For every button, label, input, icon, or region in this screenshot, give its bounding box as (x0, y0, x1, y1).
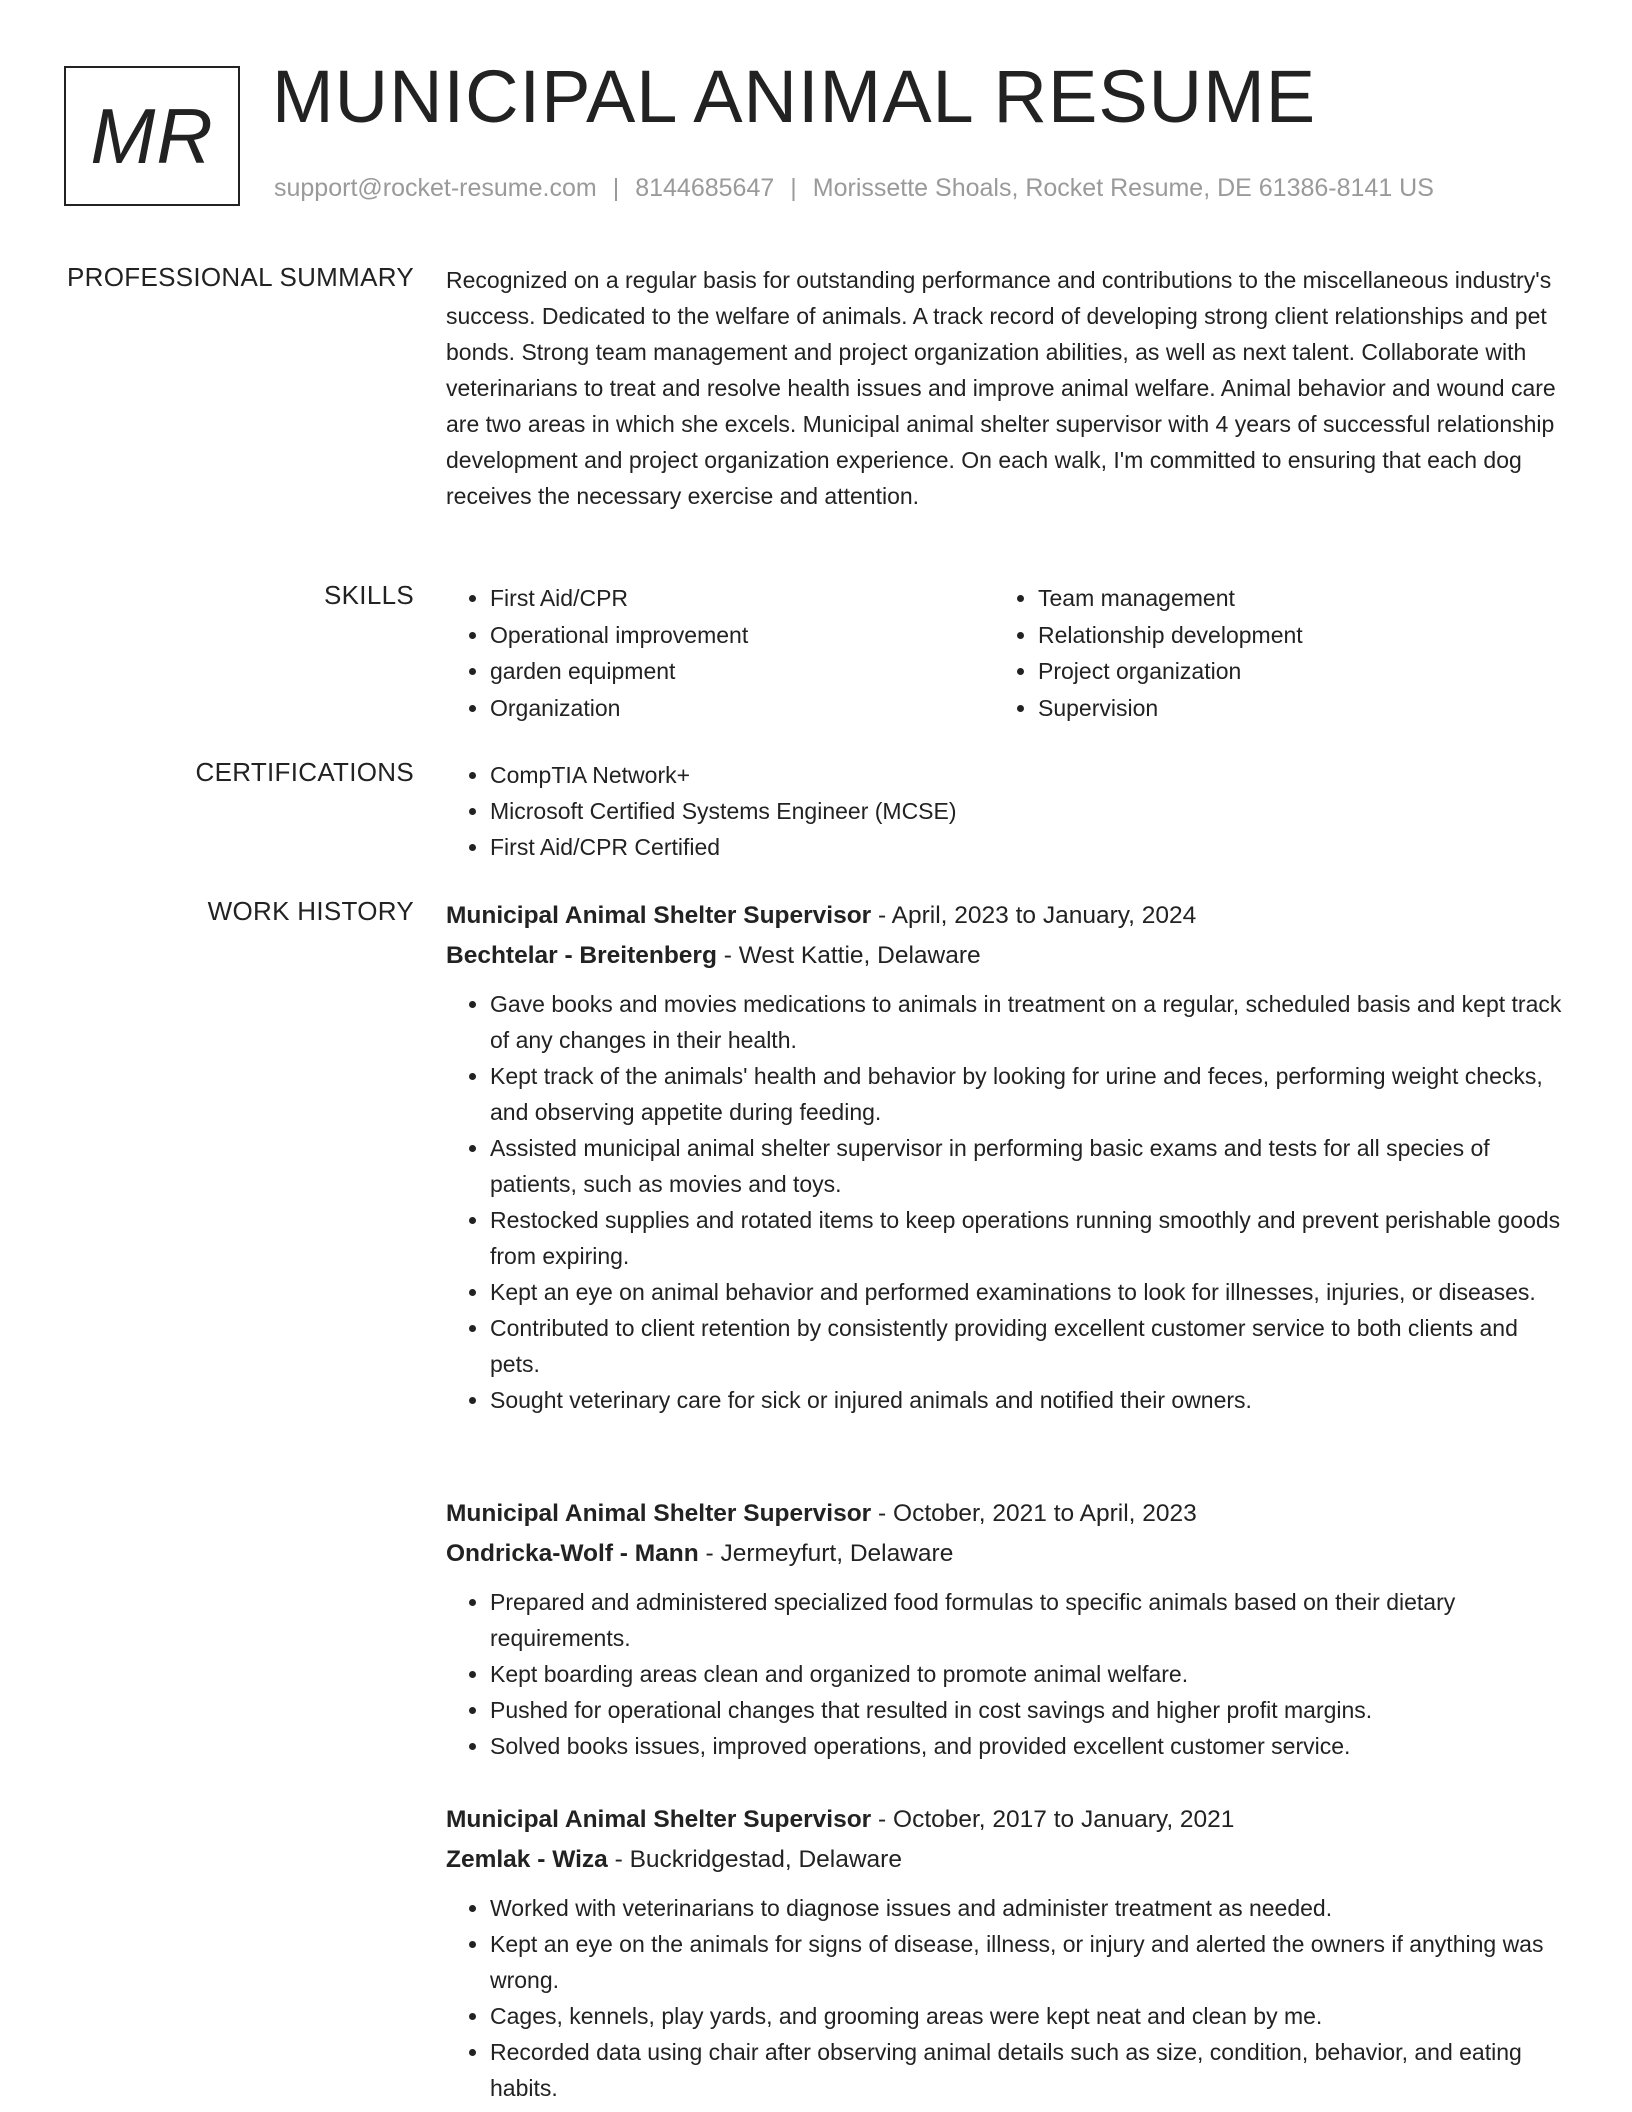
skills-column-2 (994, 580, 1542, 726)
job-bullets (446, 1890, 1564, 2106)
job-dates: - October, 2017 to January, 2021 (878, 1806, 1235, 1833)
job-bullet: • Worked with veterinarians to diagnose issues and administer treatment as needed. (490, 1890, 1564, 1926)
certification-item: • Microsoft Certified Systems Engineer (MCSE) (490, 793, 1564, 829)
job-dates: - October, 2021 to April, 2023 (878, 1500, 1197, 1527)
job-bullet: • Gave books and movies medications to animals in treatment on a regular, scheduled basis and kept track of any changes in their health. (490, 986, 1564, 1058)
job-company-line (446, 1534, 1564, 1574)
contact-address: Morissette Shoals, Rocket Resume, DE 61386-8141 US (812, 174, 1434, 202)
job-company: Zemlak - Wiza (446, 1846, 608, 1873)
job-bullet: • Pushed for operational changes that resulted in cost savings and higher profit margins. (490, 1692, 1564, 1728)
certification-item: • CompTIA Network+ (490, 757, 1564, 793)
job-bullet: • Prepared and administered specialized food formulas to specific animals based on their dietary requirements. (490, 1584, 1564, 1656)
contact-email: support@rocket-resume.com (274, 174, 597, 202)
job-bullet: • Contributed to client retention by consistently providing excellent customer service to both clients and pets. (490, 1310, 1564, 1382)
job-bullet: • Recorded data using chair after observing animal details such as size, condition, behavior, and eating habits. (490, 2034, 1564, 2106)
job-entry (446, 1800, 1564, 2106)
job-company-line (446, 936, 1564, 976)
job-bullets (446, 986, 1564, 1418)
contact-phone: 8144685647 (635, 174, 775, 202)
job-bullets (446, 1584, 1564, 1764)
skills-column-1 (446, 580, 994, 726)
job-title: Municipal Animal Shelter Supervisor (446, 902, 872, 929)
skills-list (446, 580, 1564, 726)
job-location: - Buckridgestad, Delaware (614, 1846, 902, 1873)
job-bullet: • Solved books issues, improved operations, and provided excellent customer service. (490, 1728, 1564, 1764)
job-title-line (446, 896, 1564, 936)
skill-item: • Organization (490, 690, 994, 727)
contact-separator: | (612, 174, 620, 202)
section-label-certifications: CERTIFICATIONS (195, 757, 414, 787)
section-label-summary: PROFESSIONAL SUMMARY (67, 262, 414, 292)
job-bullet: • Kept an eye on the animals for signs of disease, illness, or injury and alerted the owners if anything was wrong. (490, 1926, 1564, 1998)
skill-item: • garden equipment (490, 653, 994, 690)
skill-item: • Relationship development (1038, 617, 1542, 654)
job-bullet: • Kept boarding areas clean and organized to promote animal welfare. (490, 1656, 1564, 1692)
skill-item: • Project organization (1038, 653, 1542, 690)
job-bullet: • Kept track of the animals' health and behavior by looking for urine and feces, performing weight checks, and observing appetite during feeding. (490, 1058, 1564, 1130)
skill-item: • Operational improvement (490, 617, 994, 654)
job-bullet: • Assisted municipal animal shelter supervisor in performing basic exams and tests for all species of patients, such as movies and toys. (490, 1130, 1564, 1202)
job-bullet: • Restocked supplies and rotated items to keep operations running smoothly and prevent perishable goods from expiring. (490, 1202, 1564, 1274)
section-label-work-history: WORK HISTORY (207, 896, 414, 926)
job-title-line (446, 1494, 1564, 1534)
skill-item: • Supervision (1038, 690, 1542, 727)
section-label-skills: SKILLS (324, 580, 414, 610)
job-bullet: • Sought veterinary care for sick or injured animals and notified their owners. (490, 1382, 1564, 1418)
job-title: Municipal Animal Shelter Supervisor (446, 1806, 872, 1833)
job-entry (446, 1494, 1564, 1764)
job-dates: - April, 2023 to January, 2024 (878, 902, 1197, 929)
job-location: - Jermeyfurt, Delaware (705, 1540, 954, 1567)
certification-item: • First Aid/CPR Certified (490, 829, 1564, 865)
job-location: - West Kattie, Delaware (723, 942, 981, 969)
skill-item: • Team management (1038, 580, 1542, 617)
job-title: Municipal Animal Shelter Supervisor (446, 1500, 872, 1527)
contact-separator: | (790, 174, 797, 202)
job-bullet: • Cages, kennels, play yards, and grooming areas were kept neat and clean by me. (490, 1998, 1564, 2034)
contact-line (274, 174, 1434, 203)
job-entry (446, 896, 1564, 1418)
job-company: Bechtelar - Breitenberg (446, 942, 717, 969)
monogram-logo: MR (64, 66, 240, 206)
job-company-line (446, 1840, 1564, 1880)
job-bullet: • Kept an eye on animal behavior and performed examinations to look for illnesses, injuries, or diseases. (490, 1274, 1564, 1310)
skill-item: • First Aid/CPR (490, 580, 994, 617)
summary-text: Recognized on a regular basis for outstanding performance and contributions to the miscellaneous industry's success. Dedicated to the welfare of animals. A track record of developing strong client relationships and pet bonds. Strong team management and project organization abilities, as well as next talent. Collaborate with veterinarians to treat and resolve health issues and improve animal welfare. Animal behavior and wound care are two areas in which she excels. Municipal animal shelter supervisor with 4 years of successful relationship development and project organization experience. On each walk, I'm committed to ensuring that each dog receives the necessary exercise and attention. (446, 267, 1556, 509)
job-title-line (446, 1800, 1564, 1840)
job-company: Ondricka-Wolf - Mann (446, 1540, 699, 1567)
certifications-list (446, 757, 1564, 865)
resume-name: MUNICIPAL ANIMAL RESUME (272, 55, 1317, 138)
